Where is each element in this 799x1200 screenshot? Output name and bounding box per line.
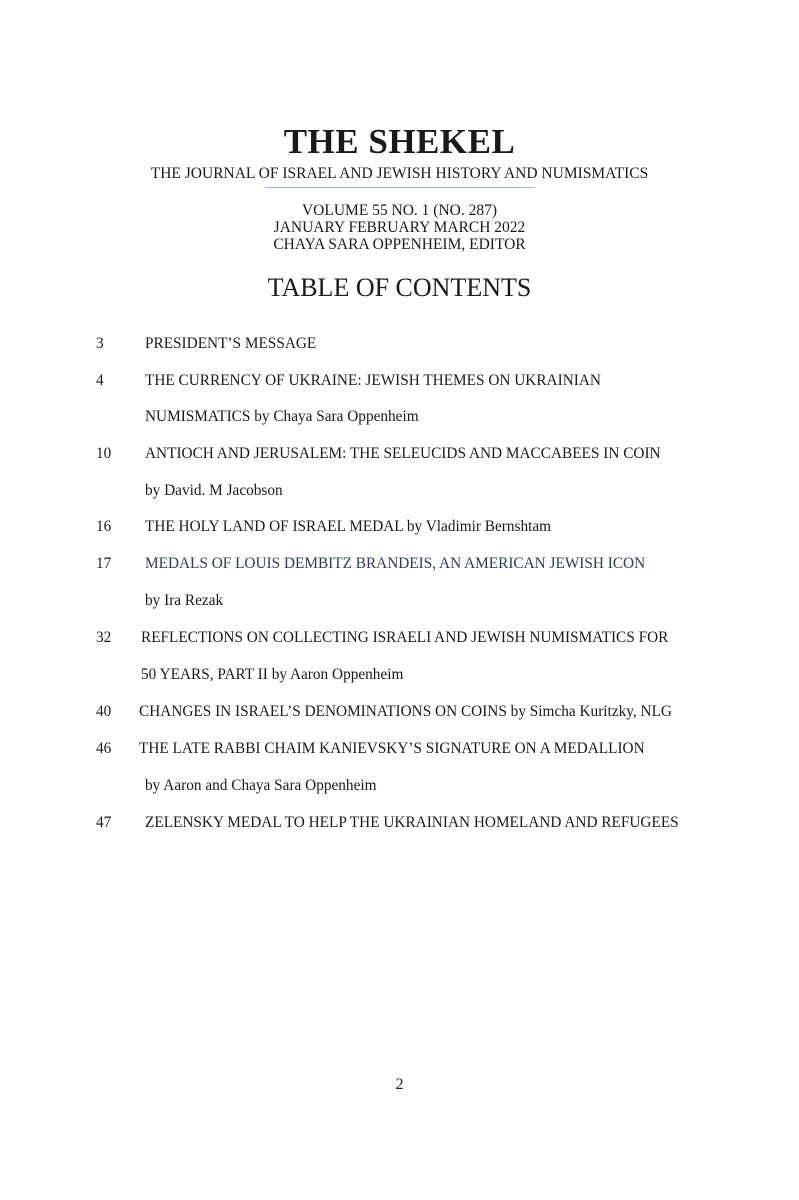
toc-entry-continuation: 50 YEARS, PART II by Aaron Oppenheim xyxy=(141,666,404,683)
date-line: JANUARY FEBRUARY MARCH 2022 xyxy=(273,219,526,236)
toc-entry-continuation: NUMISMATICS by Chaya Sara Oppenheim xyxy=(145,408,419,425)
toc-page-number: 10 xyxy=(96,445,112,462)
toc-page-number: 17 xyxy=(96,555,112,572)
toc-entry-continuation: by David. M Jacobson xyxy=(145,482,283,499)
toc-entry-title: PRESIDENT’S MESSAGE xyxy=(145,335,317,352)
toc-entry-title: ANTIOCH AND JERUSALEM: THE SELEUCIDS AND MACCABEES IN COIN xyxy=(145,445,661,462)
toc-heading: TABLE OF CONTENTS xyxy=(267,273,532,302)
masthead xyxy=(0,122,799,253)
toc-entry-title: THE LATE RABBI CHAIM KANIEVSKY’S SIGNATURE ON A MEDALLION xyxy=(139,740,645,757)
toc-page-number: 32 xyxy=(96,629,112,646)
journal-title: THE SHEKEL xyxy=(283,122,516,161)
editor-line: CHAYA SARA OPPENHEIM, EDITOR xyxy=(273,236,526,253)
toc-page-number: 3 xyxy=(96,335,104,352)
subtitle-underline xyxy=(265,187,535,188)
toc-entry-title: ZELENSKY MEDAL TO HELP THE UKRAINIAN HOMELAND AND REFUGEES xyxy=(145,814,679,831)
toc-entry-continuation: by Ira Rezak xyxy=(145,592,224,609)
page-number: 2 xyxy=(395,1076,404,1093)
volume-line: VOLUME 55 NO. 1 (NO. 287) xyxy=(301,202,498,219)
toc-entry-title: CHANGES IN ISRAEL’S DENOMINATIONS ON COINS by Simcha Kuritzky, NLG xyxy=(139,703,672,720)
toc-page-number: 4 xyxy=(96,372,104,389)
toc-page-number: 40 xyxy=(96,703,112,720)
toc-entry-title: THE HOLY LAND OF ISRAEL MEDAL by Vladimir Bernshtam xyxy=(145,518,552,535)
toc-entry-title: MEDALS OF LOUIS DEMBITZ BRANDEIS, AN AMERICAN JEWISH ICON xyxy=(145,555,646,572)
journal-subtitle: THE JOURNAL OF ISRAEL AND JEWISH HISTORY AND NUMISMATICS xyxy=(150,165,649,182)
toc-entry-title: THE CURRENCY OF UKRAINE: JEWISH THEMES ON UKRAINIAN xyxy=(145,372,601,389)
toc-page-number: 46 xyxy=(96,740,112,757)
toc-page-number: 16 xyxy=(96,518,112,535)
toc-entry-continuation: by Aaron and Chaya Sara Oppenheim xyxy=(145,777,377,794)
issue-info xyxy=(0,202,799,253)
toc-entry-title: REFLECTIONS ON COLLECTING ISRAELI AND JEWISH NUMISMATICS FOR xyxy=(141,629,669,646)
toc-page-number: 47 xyxy=(96,814,112,831)
